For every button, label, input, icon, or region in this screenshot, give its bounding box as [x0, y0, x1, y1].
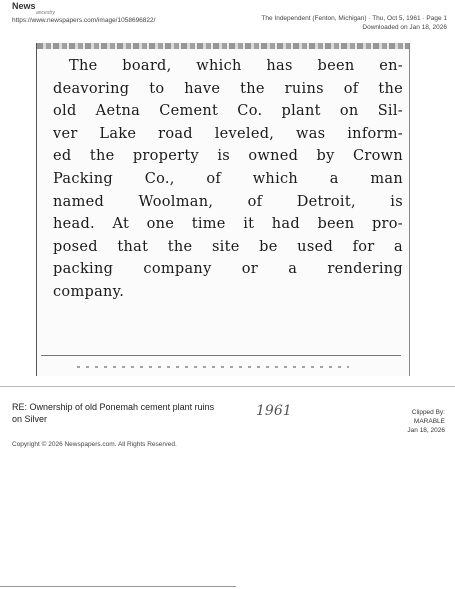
clipped-by-label: Clipped By: — [411, 409, 445, 416]
footer-divider — [0, 386, 455, 387]
article-line: Packing Co., of which a man — [53, 170, 403, 187]
clipping-top-edge — [37, 43, 409, 49]
article-line: packing company or a rendering — [53, 261, 403, 278]
clipped-by-user[interactable]: MARABLE — [413, 417, 445, 425]
article-text — [53, 55, 403, 304]
article-line: The board, which has been en- — [69, 58, 403, 74]
handwritten-year: 1961 — [256, 403, 292, 419]
source-title: The Independent (Fenton, Michigan) · Thu, Oct 5, 1961 · Page 1 — [261, 15, 447, 22]
article-line: company. — [53, 283, 125, 300]
newspaper-clipping — [36, 43, 410, 376]
article-line: ver Lake road leveled, was inform- — [53, 125, 403, 142]
source-info — [261, 14, 447, 32]
article-line: head. At one time it had been pro- — [53, 216, 403, 233]
clipped-by-info — [407, 409, 445, 435]
copyright-notice: Copyright © 2026 Newspapers.com. All Rights Reserved. — [12, 441, 177, 448]
clipping-bottom-rule — [41, 355, 401, 356]
clipping-bottom-edge — [77, 366, 349, 368]
newspapers-logo: News — [12, 1, 36, 11]
download-date: Downloaded on Jan 18, 2026 — [362, 24, 447, 32]
site-header — [12, 2, 155, 25]
article-line: old Aetna Cement Co. plant on Sil- — [53, 103, 403, 120]
clipping-caption: RE: Ownership of old Ponemah cement plant ruins on Silver — [12, 402, 215, 424]
article-line: deavoring to have the ruins of the — [53, 80, 403, 97]
page-bottom-line — [0, 586, 236, 587]
article-line: named Woolman, of Detroit, is — [53, 193, 403, 210]
article-line: ed the property is owned by Crown — [53, 148, 403, 165]
ancestry-logo: ancestry — [36, 10, 55, 17]
clipped-date: Jan 18, 2026 — [407, 426, 445, 434]
article-line: posed that the site be used for a — [53, 238, 403, 255]
image-url[interactable]: https://www.newspapers.com/image/1058696822/ — [12, 16, 156, 24]
